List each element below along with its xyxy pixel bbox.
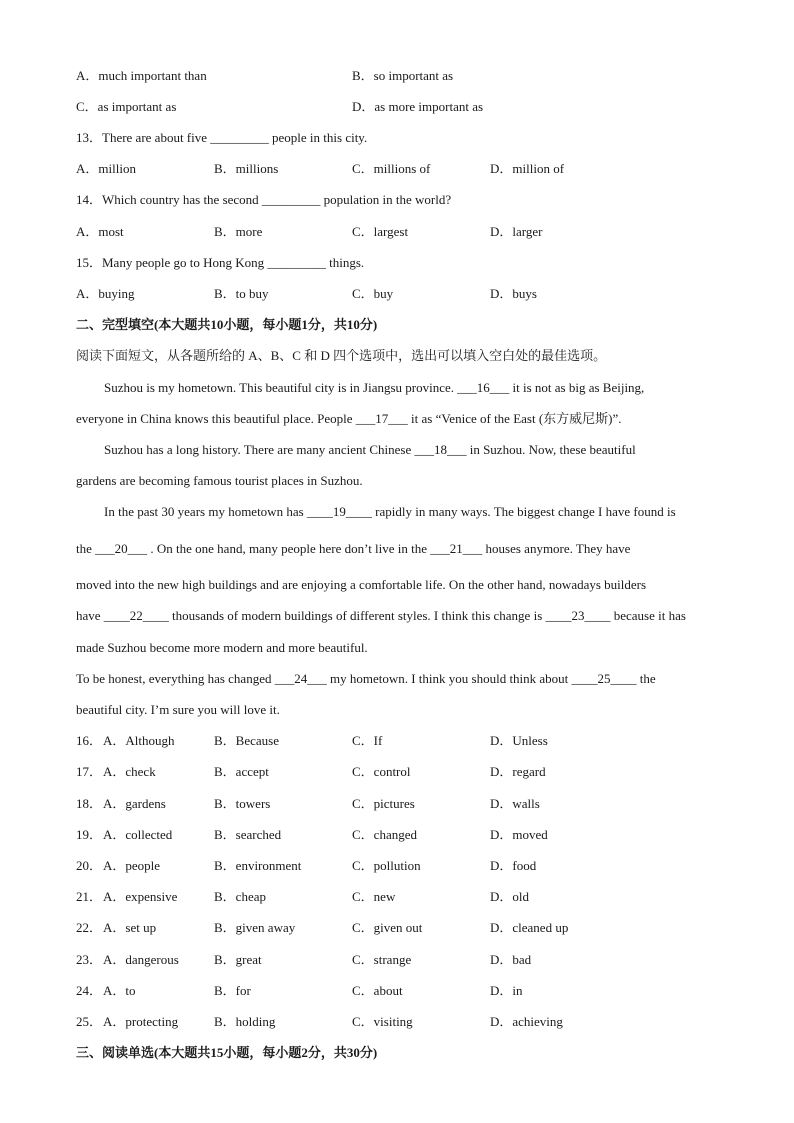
cloze-option: C．about <box>352 983 403 998</box>
passage-line: gardens are becoming famous tourist places in Suzhou. <box>76 473 363 488</box>
cloze-option: C．pictures <box>352 796 415 811</box>
cloze-option: D．in <box>490 983 523 998</box>
passage-line: Suzhou has a long history. There are many ancient Chinese ___18___ in Suzhou. Now, these beautiful <box>104 442 636 457</box>
passage-line: Suzhou is my hometown. This beautiful city is in Jiangsu province. ___16___ it is not as big as Beijing, <box>104 380 645 395</box>
q13-option-d: D．million of <box>490 161 565 176</box>
cloze-option: D．achieving <box>490 1014 563 1029</box>
cloze-option: C．strange <box>352 952 412 967</box>
cloze-option: C．If <box>352 733 383 748</box>
cloze-option: D．regard <box>490 764 546 779</box>
q12-option-b: B．so important as <box>352 68 454 83</box>
cloze-option: A．gardens <box>103 796 166 811</box>
cloze-question-number: 22． <box>76 920 103 935</box>
q14-option-d: D．larger <box>490 224 543 239</box>
cloze-option: A．set up <box>103 920 157 935</box>
cloze-option: A．protecting <box>103 1014 179 1029</box>
cloze-option: A．to <box>103 983 136 998</box>
section-2-instruction: 阅读下面短文，从各题所给的 A、B、C 和 D 四个选项中，选出可以填入空白处的最佳选项。 <box>76 348 607 363</box>
cloze-question-number: 17． <box>76 764 103 779</box>
passage-line: the ___20___ . On the one hand, many people here don’t live in the ___21___ houses anymore. They have <box>76 541 631 556</box>
cloze-option: C．changed <box>352 827 417 842</box>
q13-option-c: C．millions of <box>352 161 431 176</box>
q15-option-d: D．buys <box>490 286 537 301</box>
q15-option-c: C．buy <box>352 286 394 301</box>
cloze-option: C．pollution <box>352 858 421 873</box>
cloze-option: D．moved <box>490 827 548 842</box>
q14-stem: 14．Which country has the second _________ population in the world? <box>76 192 452 207</box>
cloze-option: B．Because <box>214 733 279 748</box>
cloze-option: B．towers <box>214 796 271 811</box>
cloze-option: D．food <box>490 858 537 873</box>
passage-line: made Suzhou become more modern and more beautiful. <box>76 640 368 655</box>
passage-line: To be honest, everything has changed ___24___ my hometown. I think you should think about ____25____ the <box>76 671 656 686</box>
q15-option-b: B．to buy <box>214 286 269 301</box>
cloze-option: A．Although <box>103 733 175 748</box>
cloze-option: B．environment <box>214 858 302 873</box>
passage-line: In the past 30 years my hometown has ____19____ rapidly in many ways. The biggest change I have found is <box>104 504 676 519</box>
cloze-question-number: 19． <box>76 827 103 842</box>
cloze-option: B．searched <box>214 827 282 842</box>
cloze-question-number: 20． <box>76 858 103 873</box>
q14-option-b: B．more <box>214 224 263 239</box>
section-2-heading: 二、完型填空(本大题共10小题，每小题1分，共10分) <box>76 317 378 332</box>
cloze-option: C．control <box>352 764 411 779</box>
q14-option-c: C．largest <box>352 224 409 239</box>
cloze-question-number: 18． <box>76 796 103 811</box>
cloze-option: A．expensive <box>103 889 178 904</box>
cloze-question-number: 21． <box>76 889 103 904</box>
cloze-question-number: 16． <box>76 733 103 748</box>
cloze-option: A．collected <box>103 827 173 842</box>
cloze-option: D．Unless <box>490 733 548 748</box>
cloze-option: A．dangerous <box>103 952 179 967</box>
cloze-option: A．people <box>103 858 161 873</box>
cloze-option: A．check <box>103 764 156 779</box>
cloze-option: C．given out <box>352 920 423 935</box>
cloze-option: D．cleaned up <box>490 920 569 935</box>
q13-option-a: A．million <box>76 161 136 176</box>
cloze-question-number: 25． <box>76 1014 103 1029</box>
q13-option-b: B．millions <box>214 161 279 176</box>
q12-option-d: D．as more important as <box>352 99 484 114</box>
passage-line: have ____22____ thousands of modern buildings of different styles. I think this change is ____23____ because it has <box>76 608 686 623</box>
q12-option-a: A．much important than <box>76 68 207 83</box>
cloze-option: B．holding <box>214 1014 276 1029</box>
passage-line: everyone in China knows this beautiful place. People ___17___ it as “Venice of the East (东方威尼斯)”. <box>76 411 622 426</box>
cloze-question-number: 24． <box>76 983 103 998</box>
passage-line: beautiful city. I’m sure you will love it. <box>76 702 280 717</box>
cloze-option: D．walls <box>490 796 540 811</box>
cloze-question-number: 23． <box>76 952 103 967</box>
cloze-option: B．accept <box>214 764 269 779</box>
cloze-option: D．old <box>490 889 530 904</box>
q14-option-a: A．most <box>76 224 124 239</box>
passage-line: moved into the new high buildings and are enjoying a comfortable life. On the other hand, nowadays builders <box>76 577 647 592</box>
cloze-option: B．for <box>214 983 251 998</box>
section-3-heading: 三、阅读单选(本大题共15小题，每小题2分，共30分) <box>76 1045 378 1060</box>
cloze-option: D．bad <box>490 952 532 967</box>
cloze-option: B．given away <box>214 920 296 935</box>
q12-option-c: C．as important as <box>76 99 177 114</box>
cloze-option: C．new <box>352 889 396 904</box>
q15-option-a: A．buying <box>76 286 135 301</box>
cloze-option: C．visiting <box>352 1014 413 1029</box>
q15-stem: 15．Many people go to Hong Kong _________ things. <box>76 255 365 270</box>
q13-stem: 13．There are about five _________ people in this city. <box>76 130 368 145</box>
cloze-option: B．cheap <box>214 889 266 904</box>
cloze-option: B．great <box>214 952 262 967</box>
